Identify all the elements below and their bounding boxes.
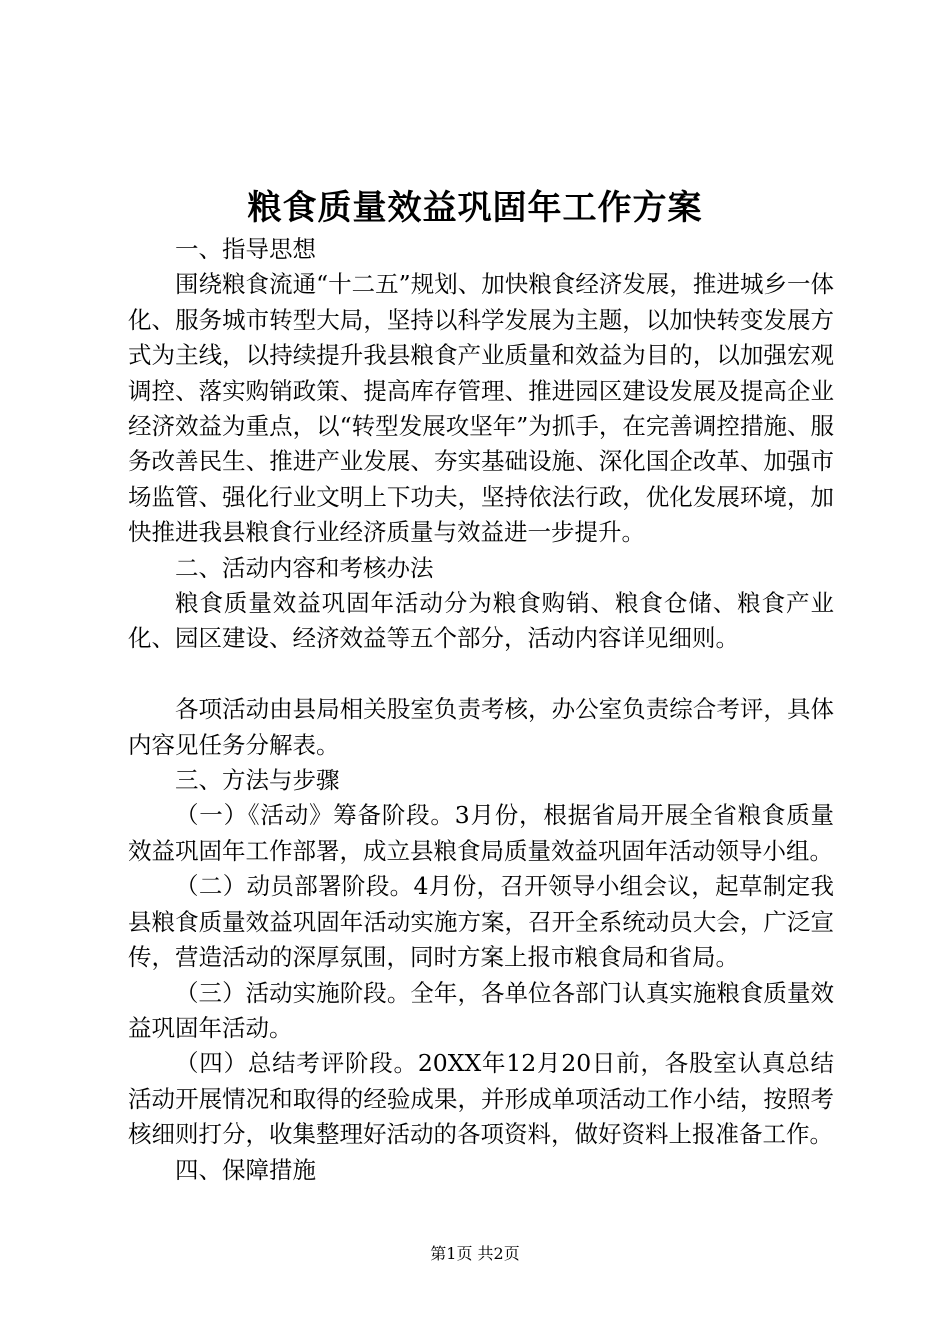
paragraph-step-1: （一）《活动》筹备阶段。3月份，根据省局开展全省粮食质量效益巩固年工作部署，成立县粮食局质量效益巩固年活动领导小组。 bbox=[128, 801, 834, 865]
paragraph-assessment: 各项活动由县局相关股室负责考核，办公室负责综合考评，具体内容见任务分解表。 bbox=[128, 695, 834, 759]
document-body bbox=[128, 232, 834, 1188]
section-heading-1: 一、指导思想 bbox=[175, 235, 316, 263]
paragraph-guiding-ideology: 围绕粮食流通“十二五”规划、加快粮食经济发展，推进城乡一体化、服务城市转型大局，坚持以科学发展为主题，以加快转变发展方式为主线，以持续提升我县粮食产业质量和效益为目的，以加强宏观调控、落实购销政策、提高库存管理、推进园区建设发展及提高企业经济效益为重点，以“转型发展攻坚年”为抓手，在完善调控措施、服务改善民生、推进产业发展、夯实基础设施、深化国企改革、加强市场监管、强化行业文明上下功夫，坚持依法行政，优化发展环境，加快推进我县粮食行业经济质量与效益进一步提升。 bbox=[128, 270, 834, 547]
section-heading-3: 三、方法与步骤 bbox=[175, 766, 340, 795]
paragraph-step-4: （四）总结考评阶段。20XX年12月20日前，各股室认真总结活动开展情况和取得的经验成果，并形成单项活动工作小结，按照考核细则打分，收集整理好活动的各项资料，做好资料上报准备工作。 bbox=[128, 1049, 834, 1149]
section-heading-2: 二、活动内容和考核办法 bbox=[175, 553, 434, 582]
paragraph-step-3: （三）活动实施阶段。全年，各单位各部门认真实施粮食质量效益巩固年活动。 bbox=[128, 978, 834, 1042]
paragraph-activity-content: 粮食质量效益巩固年活动分为粮食购销、粮食仓储、粮食产业化、园区建设、经济效益等五个部分，活动内容详见细则。 bbox=[128, 589, 834, 653]
section-heading-4: 四、保障措施 bbox=[175, 1155, 316, 1184]
document-title: 粮食质量效益巩固年工作方案 bbox=[247, 188, 703, 228]
blank-line bbox=[128, 657, 834, 692]
paragraph-step-2: （二）动员部署阶段。4月份，召开领导小组会议，起草制定我县粮食质量效益巩固年活动实施方案，召开全系统动员大会，广泛宣传，营造活动的深厚氛围，同时方案上报市粮食局和省局。 bbox=[128, 872, 834, 972]
page-number-footer: 第1页 共2页 bbox=[430, 1244, 520, 1263]
